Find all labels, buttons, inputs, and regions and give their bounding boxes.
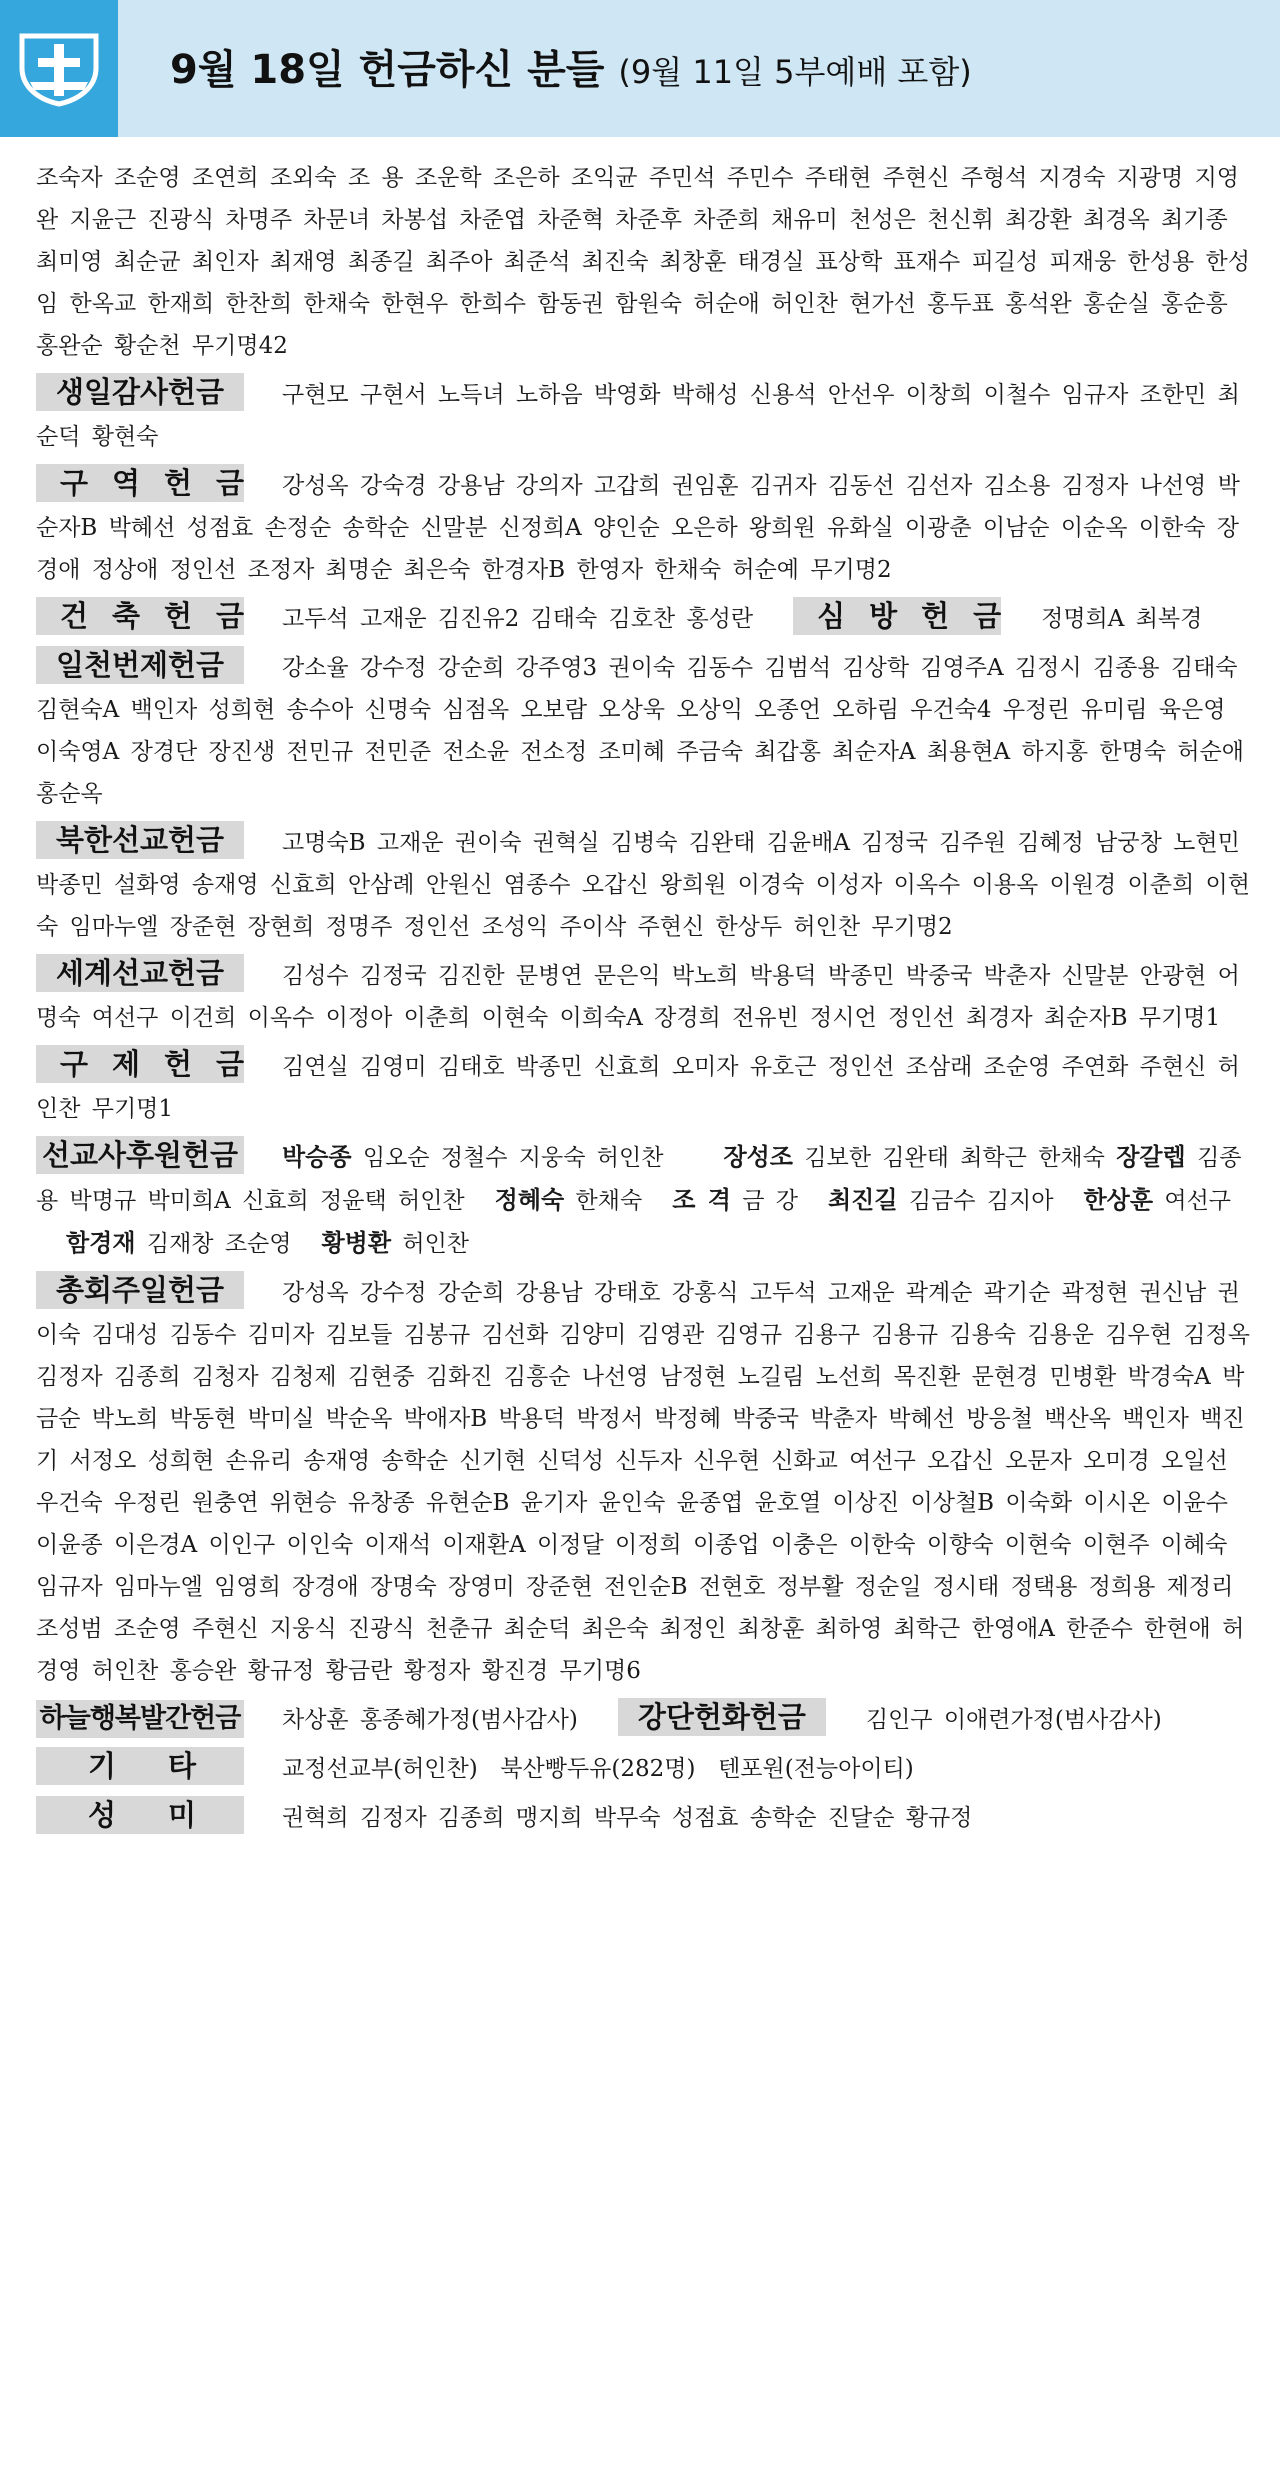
- section-missionary-support: [36, 1136, 1258, 1265]
- section-names: 강소율 강수정 강순희 강주영3 권이숙 김동수 김범석 김상학 김영주A 김정시 김종용 김태숙 김현숙A 백인자 성희현 송수아 신명숙 심점옥 오보람 오상욱 오상익 오종언 오하림 우건숙4 우정린 유미림 육은영 이숙영A 장경단 장진생 전민규 전민준 전소윤 전소정 조미혜 주금숙 최갑홍 최순자A 최용현A 하지홍 한명숙 허순애 홍순옥: [36, 655, 1244, 807]
- section-label: 기타: [36, 1747, 244, 1785]
- missionary-donors: 김보한 김완태 최학근 한채숙: [804, 1145, 1105, 1171]
- section-label: 세계선교헌금: [36, 954, 244, 992]
- missionary-name: 조 격: [672, 1186, 731, 1214]
- section-label: 하늘행복발간헌금: [36, 1700, 244, 1738]
- section-names: 교정선교부(허인찬) 북산빵두유(282명) 텐포원(전능아이티): [282, 1756, 914, 1782]
- missionary-donors: 여선구: [1164, 1188, 1232, 1214]
- missionary-name: 황병환: [321, 1229, 392, 1257]
- section-names: 고명숙B 고재운 권이숙 권혁실 김병숙 김완태 김윤배A 김정국 김주원 김혜정 남궁창 노현민 박종민 설화영 송재영 신효희 안삼례 안원신 염종수 오갑신 왕희원 이경숙 이성자 이옥수 이용옥 이원경 이춘희 이현숙 임마누엘 장준현 장현희 정명주 정인선 조성익 주이삭 주현신 한상두 허인찬 무기명2: [36, 830, 1250, 940]
- title-main: 9월 18일 헌금하신 분들: [170, 47, 605, 93]
- section-label: 강단헌화헌금: [618, 1698, 826, 1736]
- section-names: 강성옥 강숙경 강용남 강의자 고갑희 권임훈 김귀자 김동선 김선자 김소용 김정자 나선영 박순자B 박혜선 성점효 손정순 송학순 신말분 신정희A 양인순 오은하 왕희원 유화실 이광춘 이남순 이순옥 이한숙 장경애 정상애 정인선 조정자 최명순 최은숙 한경자B 한영자 한채숙 허순예 무기명2: [36, 473, 1240, 583]
- section-label: 심방헌금: [793, 597, 1001, 635]
- section-names: 권혁희 김정자 김종희 맹지희 박무숙 성점효 송학순 진달순 황규정: [282, 1805, 973, 1831]
- section-label: 선교사후원헌금: [36, 1136, 244, 1174]
- title-subtitle: (9월 11일 5부예배 포함): [618, 53, 972, 91]
- section-label: 건축헌금: [36, 597, 244, 635]
- section-names: 구현모 구현서 노득녀 노하음 박영화 박해성 신용석 안선우 이창희 이철수 임규자 조한민 최순덕 황현숙: [36, 382, 1240, 450]
- section-label: 일천번제헌금: [36, 646, 244, 684]
- section-birthday: [36, 373, 1258, 458]
- section-north-korea: [36, 821, 1258, 948]
- offering-list: [0, 137, 1280, 1839]
- section-label: 구제헌금: [36, 1045, 244, 1083]
- section-world-mission: [36, 954, 1258, 1039]
- missionary-donors: 김금수 김지아: [908, 1188, 1054, 1214]
- section-relief: [36, 1045, 1258, 1130]
- missionary-name: 장갈렙: [1116, 1143, 1186, 1171]
- section-label: 구역헌금: [36, 464, 244, 502]
- cross-shield-icon: [18, 32, 100, 106]
- missionary-name: 박승종: [282, 1143, 352, 1171]
- intro-names: 조숙자 조순영 조연희 조외숙 조 용 조운학 조은하 조익균 주민석 주민수 주태현 주현신 주형석 지경숙 지광명 지영완 지윤근 진광식 차명주 차문녀 차봉섭 차준엽 차준혁 차준후 차준희 채유미 천성은 천신휘 최강환 최경옥 최기종 최미영 최순균 최인자 최재영 최종길 최주아 최준석 최진숙 최창훈 태경실 표상학 표재수 피길성 피재웅 한성용 한성임 한옥교 한재희 한찬희 한채숙 한현우 한희수 함동권 함원숙 허순애 허인찬 현가선 홍두표 홍석완 홍순실 홍순흥 홍완순 황순천 무기명42: [36, 165, 1250, 359]
- section-district: [36, 464, 1258, 591]
- section-tithe: [36, 646, 1258, 815]
- section-names: 차상훈 홍종혜가정(범사감사): [282, 1707, 578, 1733]
- missionary-name: 함경재: [66, 1229, 136, 1257]
- section-sky-pulpit: [36, 1698, 1258, 1741]
- church-logo: [0, 0, 118, 137]
- missionary-name: 한상훈: [1083, 1186, 1154, 1214]
- section-names: 김연실 김영미 김태호 박종민 신효희 오미자 유호근 정인선 조삼래 조순영 주연화 주현신 허인찬 무기명1: [36, 1054, 1240, 1122]
- section-building-visit: [36, 597, 1258, 640]
- missionary-name: 장성조: [723, 1143, 793, 1171]
- section-names: 고두석 고재운 김진유2 김태숙 김호찬 홍성란: [282, 606, 754, 632]
- missionary-donors: 금 강: [742, 1188, 798, 1214]
- section-names: 정명희A 최복경: [1041, 606, 1203, 632]
- missionary-donors: 한채숙: [575, 1188, 643, 1214]
- section-names: 김성수 김정국 김진한 문병연 문은익 박노희 박용덕 박종민 박중국 박춘자 신말분 안광현 어명숙 여선구 이건희 이옥수 이정아 이춘희 이현숙 이희숙A 장경희 전유빈 정시언 정인선 최경자 최순자B 무기명1: [36, 963, 1240, 1031]
- missionary-donors: 임오순 정철수 지웅숙 허인찬: [362, 1145, 664, 1171]
- section-names: 김인구 이애련가정(범사감사): [865, 1707, 1162, 1733]
- page-header: [0, 0, 1280, 137]
- section-names: 강성옥 강수정 강순희 강용남 강태호 강홍식 고두석 고재운 곽계순 곽기순 곽정현 권신남 권이숙 김대성 김동수 김미자 김보들 김봉규 김선화 김양미 김영관 김영규 김용구 김용규 김용숙 김용운 김우현 김정옥 김정자 김종희 김청자 김청제 김현중 김화진 김흥순 나선영 남정현 노길림 노선희 목진환 문현경 민병환 박경숙A 박금순 박노희 박동현 박미실 박순옥 박애자B 박용덕 박정서 박정혜 박중국 박춘자 박혜선 방응철 백산옥 백인자 백진기 서정오 성희현 손유리 송재영 송학순 신기현 신덕성 신두자 신우현 신화교 여선구 오갑신 오문자 오미경 오일선 우건숙 우정린 원충연 위현승 유창종 유현순B 윤기자 윤인숙 윤종엽 윤호열 이상진 이상철B 이숙화 이시온 이윤수 이윤종 이은경A 이인구 이인숙 이재석 이재환A 이정달 이정희 이종업 이충은 이한숙 이향숙 이현숙 이현주 이혜숙 임규자 임마누엘 임영희 장경애 장명숙 장영미 장준현 전인순B 전현호 정부활 정순일 정시태 정택용 정희용 제정리 조성범 조순영 주현신 지웅식 진광식 천춘규 최순덕 최은숙 최정인 최창훈 최하영 최학근 한영애A 한준수 한현애 허경영 허인찬 홍승완 황규정 황금란 황정자 황진경 무기명6: [36, 1280, 1250, 1684]
- section-label: 총회주일헌금: [36, 1271, 244, 1309]
- section-label: 생일감사헌금: [36, 373, 244, 411]
- section-label: 북한선교헌금: [36, 821, 244, 859]
- section-label: 성미: [36, 1796, 244, 1834]
- missionary-donors: 허인찬: [402, 1231, 470, 1257]
- missionary-donors: 김종용 박명규 박미희A 신효희 정윤택 허인찬: [36, 1145, 1242, 1214]
- missionary-donors: 김재창 조순영: [146, 1231, 292, 1257]
- page-title: [170, 46, 972, 96]
- section-general-assembly: [36, 1271, 1258, 1692]
- section-holy-rice: [36, 1796, 1258, 1839]
- missionary-name: 정혜숙: [494, 1186, 565, 1214]
- missionary-name: 최진길: [827, 1186, 898, 1214]
- section-other: [36, 1747, 1258, 1790]
